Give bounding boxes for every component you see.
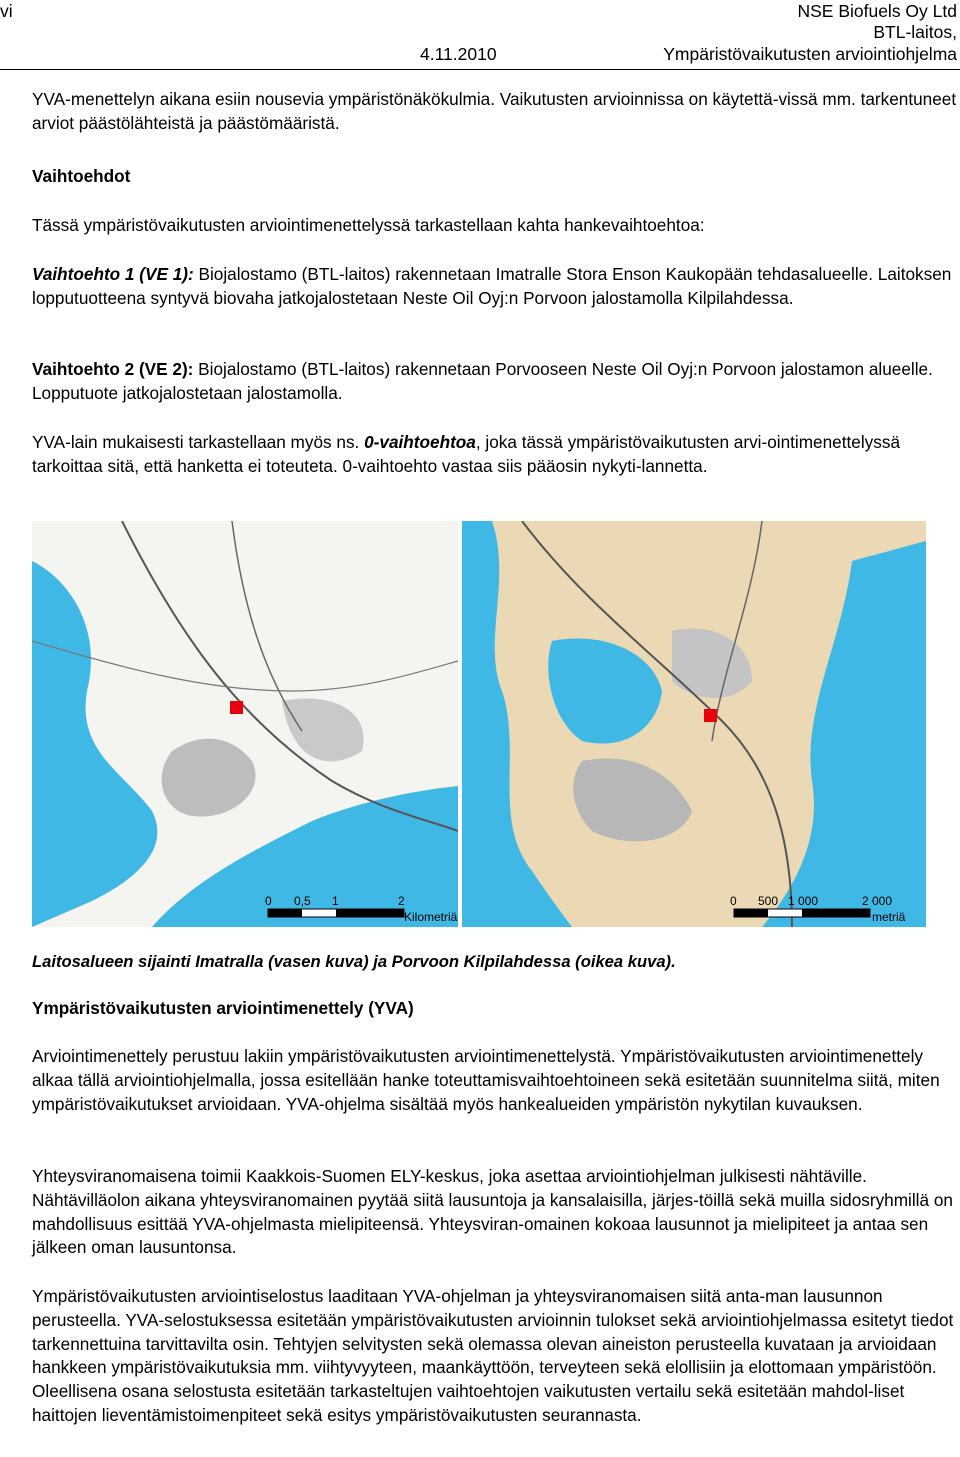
scale-tick: 0,5 <box>294 894 311 908</box>
ve2-text: Biojalostamo (BTL-laitos) rakennetaan Porvooseen Neste Oil Oyj:n Porvoon jalostamon alueelle. Lopputuote jatkojalostetaan jalostamolla. <box>32 359 933 403</box>
header-document: BTL-laitos, <box>873 22 957 42</box>
header-company: NSE Biofuels Oy Ltd <box>797 1 957 21</box>
scale-unit: metriä <box>872 910 906 924</box>
yva-paragraph-3: Ympäristövaikutusten arviointiselostus laaditaan YVA-ohjelman ja yhteysviranomaisen siitä anta-man lausunnon perusteella. YVA-selostuksessa esitetään ympäristövaikutusten arvioinnin tulokset sekä arviointiohjelmassa esitetyt tiedot tarkennettuina tarvittavilta osin. Tehtyjen selvitysten sekä olemassa olevan aineiston perusteella kuvataan ja arvioidaan hankkeen ympäristövaikutuksia mm. viihtyvyyteen, maankäyttöön, terveyteen sekä elollisiin ja elottomaan ympäristöön. Oleellisena osana selostusta esitetään tarkasteltujen vaihtoehtojen vaikutusten vertailu sekä esitetään mahdol-liset haittojen lieventämistoimenpiteet sekä esitys ympäristövaikutusten seurannasta. <box>32 1286 954 1425</box>
page-number: vi <box>0 1 13 21</box>
site-marker-imatra <box>230 701 243 714</box>
yva-paragraph-1: Arviointimenettely perustuu lakiin ympäristövaikutusten arviointimenettelystä. Ympäristövaikutusten arviointimenettely alkaa tällä arviointiohjelmalla, jossa esitellään hanke toteuttamisvaihtoehtoineen sekä esitetään suunnitelma siitä, miten ympäristövaikutukset arvioidaan. YVA-ohjelma sisältää myös hankealueiden ympäristön nykytilan kuvauksen. <box>32 1046 940 1114</box>
ve0-pre: YVA-lain mukaisesti tarkastellaan myös ns. <box>32 432 365 452</box>
alternative-ve1 <box>32 263 958 311</box>
location-maps <box>32 521 926 927</box>
ve1-label: Vaihtoehto 1 (VE 1): <box>32 264 194 284</box>
alternatives-heading: Vaihtoehdot <box>32 166 131 186</box>
header-date: 4.11.2010 <box>420 44 497 64</box>
scale-unit: Kilometriä <box>404 910 458 924</box>
site-marker-porvoo <box>704 709 717 722</box>
alternatives-lead: Tässä ympäristövaikutusten arviointimenettelyssä tarkastellaan kahta hankevaihtoehtoa: <box>32 215 705 235</box>
yva-paragraph-2: Yhteysviranomaisena toimii Kaakkois-Suomen ELY-keskus, joka asettaa arviointiohjelman julkisesti nähtäville. Nähtävilläolon aikana yhteysviranomainen pyytää siitä lausuntoja ja kansalaisilla, järjes-töillä sekä muilla sidosryhmillä on mahdollisuus esittää YVA-ohjelmasta mielipiteensä. Yhteysviran-omainen kokoaa lausunnot ja mielipiteet ja antaa sen jälkeen oman lausuntonsa. <box>32 1166 953 1258</box>
scale-tick: 500 <box>758 894 779 908</box>
ve2-label: Vaihtoehto 2 (VE 2): <box>32 359 194 379</box>
map-porvoo-scalebar-seg1 <box>734 909 768 917</box>
ve1-text: Biojalostamo (BTL-laitos) rakennetaan Imatralle Stora Enson Kaukopään tehdasalueelle. Laitoksen lopputuotteena syntyvä biovaha jatkojalostetaan Neste Oil Oyj:n Porvoon jalostamolla Kilpilahdessa. <box>32 264 952 308</box>
intro-paragraph: YVA-menettelyn aikana esiin nousevia ympäristönäkökulmia. Vaikutusten arvioinnissa on käytettä-vissä mm. tarkentuneet arviot päästölähteistä ja päästömääristä. <box>32 89 957 133</box>
map-imatra-drawing <box>32 521 458 927</box>
yva-heading: Ympäristövaikutusten arviointimenettely (YVA) <box>32 998 414 1018</box>
ve0-label: 0-vaihtoehtoa <box>364 432 476 452</box>
scale-tick: 2 <box>398 894 405 908</box>
map-imatra <box>32 521 458 927</box>
alternative-ve2 <box>32 358 958 406</box>
scale-tick: 2 000 <box>862 894 893 908</box>
header-divider <box>0 69 960 70</box>
scale-tick: 0 <box>265 894 272 908</box>
map-porvoo-drawing <box>462 521 926 927</box>
map-imatra-scalebar-seg2 <box>336 909 404 917</box>
scale-tick: 0 <box>730 894 737 908</box>
scale-tick: 1 <box>332 894 339 908</box>
map-porvoo <box>462 521 926 927</box>
ve0-post: , joka tässä ympäristövaikutusten arvi-ointimenettelyssä tarkoittaa sitä, että hanketta ei toteuteta. 0-vaihtoehto vastaa siis pääosin nykyti-lannetta. <box>32 432 900 476</box>
header-title: Ympäristövaikutusten arviointiohjelma <box>663 44 957 64</box>
alternative-ve0 <box>32 431 958 479</box>
figure-caption: Laitosalueen sijainti Imatralla (vasen kuva) ja Porvoon Kilpilahdessa (oikea kuva). <box>32 952 676 971</box>
scale-tick: 1 000 <box>788 894 819 908</box>
map-porvoo-scalebar-seg2 <box>802 909 870 917</box>
map-imatra-scalebar-seg1 <box>268 909 302 917</box>
